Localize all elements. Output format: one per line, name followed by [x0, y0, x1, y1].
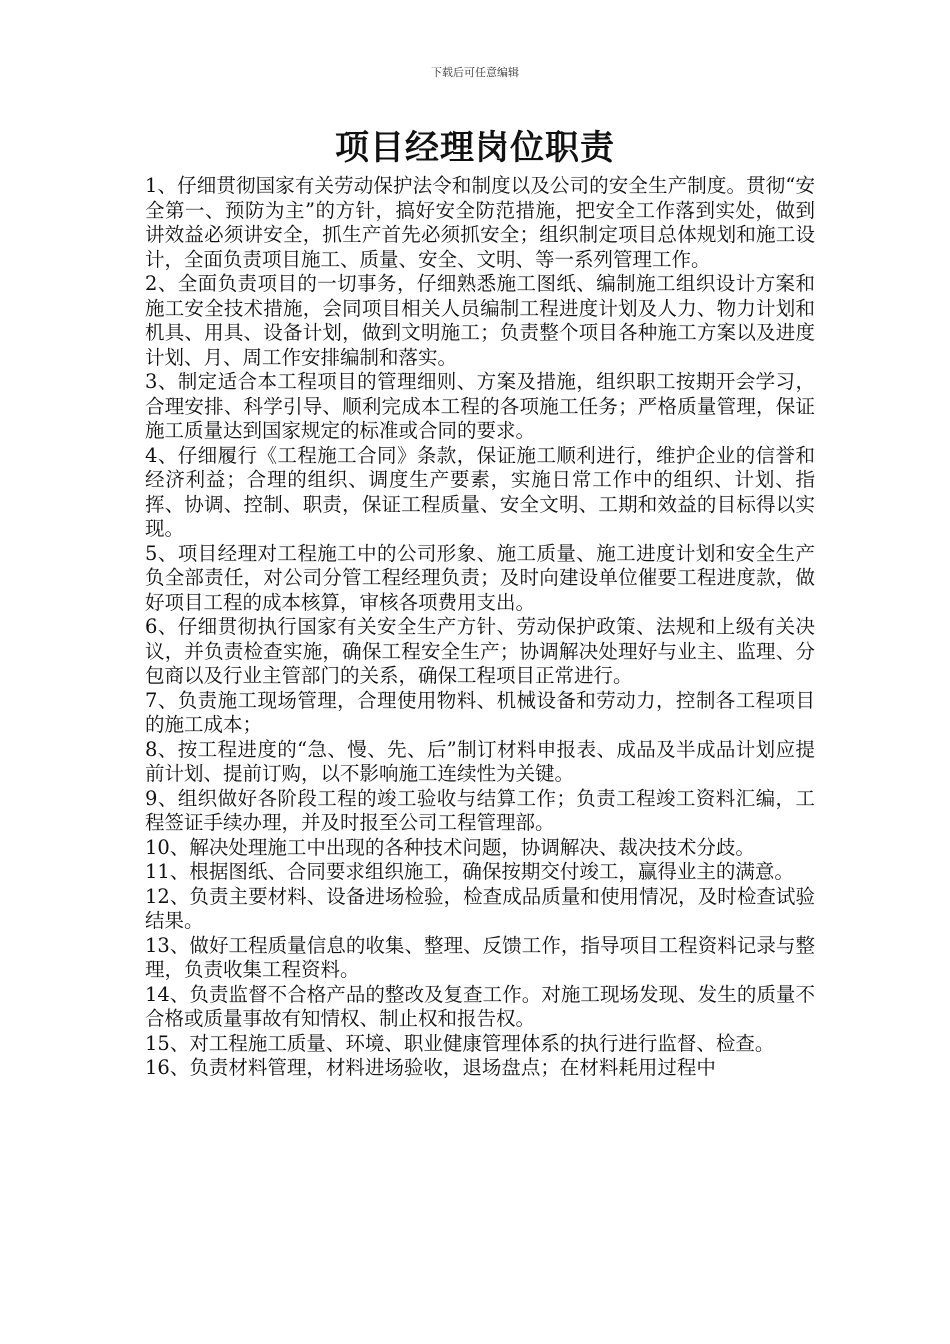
duty-item-14: 14、负责监督不合格产品的整改及复查工作。对施工现场发现、发生的质量不合格或质量事故有知情权、制止权和报告权。 — [145, 982, 815, 1030]
duty-item-15: 15、对工程施工质量、环境、职业健康管理体系的执行进行监督、检查。 — [145, 1031, 775, 1055]
duty-item-3: 3、制定适合本工程项目的管理细则、方案及措施，组织职工按期开会学习，合理安排、科学引导、顺利完成本工程的各项施工任务；严格质量管理，保证施工质量达到国家规定的标准或合同的要求。 — [145, 370, 815, 442]
duty-item-6: 6、仔细贯彻执行国家有关安全生产方针、劳动保护政策、法规和上级有关决议，并负责检查实施，确保工程安全生产；协调解决处理好与业主、监理、分包商以及行业主管部门的关系，确保工程项目正常进行。 — [145, 615, 815, 687]
duty-item-8: 8、按工程进度的“急、慢、先、后”制订材料申报表、成品及半成品计划应提前计划、提前订购，以不影响施工连续性为关键。 — [145, 737, 815, 785]
duty-item-11: 11、根据图纸、合同要求组织施工，确保按期交付竣工，赢得业主的满意。 — [145, 860, 794, 883]
duty-item-4: 4、仔细履行《工程施工合同》条款，保证施工顺利进行，维护企业的信誉和经济利益；合理的组织、调度生产要素，实施日常工作中的组织、计划、指挥、协调、控制、职责，保证工程质量、安全文明、工期和效益的目标得以实现。 — [145, 443, 815, 540]
duty-item-13: 13、做好工程质量信息的收集、整理、反馈工作，指导项目工程资料记录与整理，负责收集工程资料。 — [145, 933, 815, 981]
duty-item-5: 5、项目经理对工程施工中的公司形象、施工质量、施工进度计划和安全生产负全部责任，对公司分管工程经理负责；及时向建设单位催要工程进度款，做好项目工程的成本核算，审核各项费用支出。 — [145, 541, 815, 614]
duty-item-16: 16、负责材料管理，材料进场验收，退场盘点；在材料耗用过程中 — [145, 1056, 716, 1079]
duty-item-10: 10、解决处理施工中出现的各种技术问题，协调解决、裁决技术分歧。 — [145, 835, 755, 859]
duty-item-7: 7、负责施工现场管理，合理使用物料、机械设备和劳动力，控制各工程项目的施工成本； — [145, 688, 815, 736]
header-note: 下载后可任意编辑 — [431, 66, 519, 79]
duties-list — [145, 174, 815, 1081]
document-title: 项目经理岗位职责 — [335, 128, 615, 168]
duty-item-1: 1、仔细贯彻国家有关劳动保护法令和制度以及公司的安全生产制度。贯彻“安全第一、预防为主”的方针，搞好安全防范措施，把安全工作落到实处，做到讲效益必须讲安全，抓生产首先必须抓安全；组织制定项目总体规划和施工设计，全面负责项目施工、质量、安全、文明、等一系列管理工作。 — [145, 174, 815, 271]
duty-item-12: 12、负责主要材料、设备进场检验，检查成品质量和使用情况，及时检查试验结果。 — [145, 884, 815, 932]
duty-item-2: 2、全面负责项目的一切事务，仔细熟悉施工图纸、编制施工组织设计方案和施工安全技术措施，会同项目相关人员编制工程进度计划及人力、物力计划和机具、用具、设备计划，做到文明施工；负责整个项目各种施工方案以及进度计划、月、周工作安排编制和落实。 — [145, 272, 815, 369]
duty-item-9: 9、组织做好各阶段工程的竣工验收与结算工作；负责工程竣工资料汇编，工程签证手续办理，并及时报至公司工程管理部。 — [145, 786, 815, 834]
